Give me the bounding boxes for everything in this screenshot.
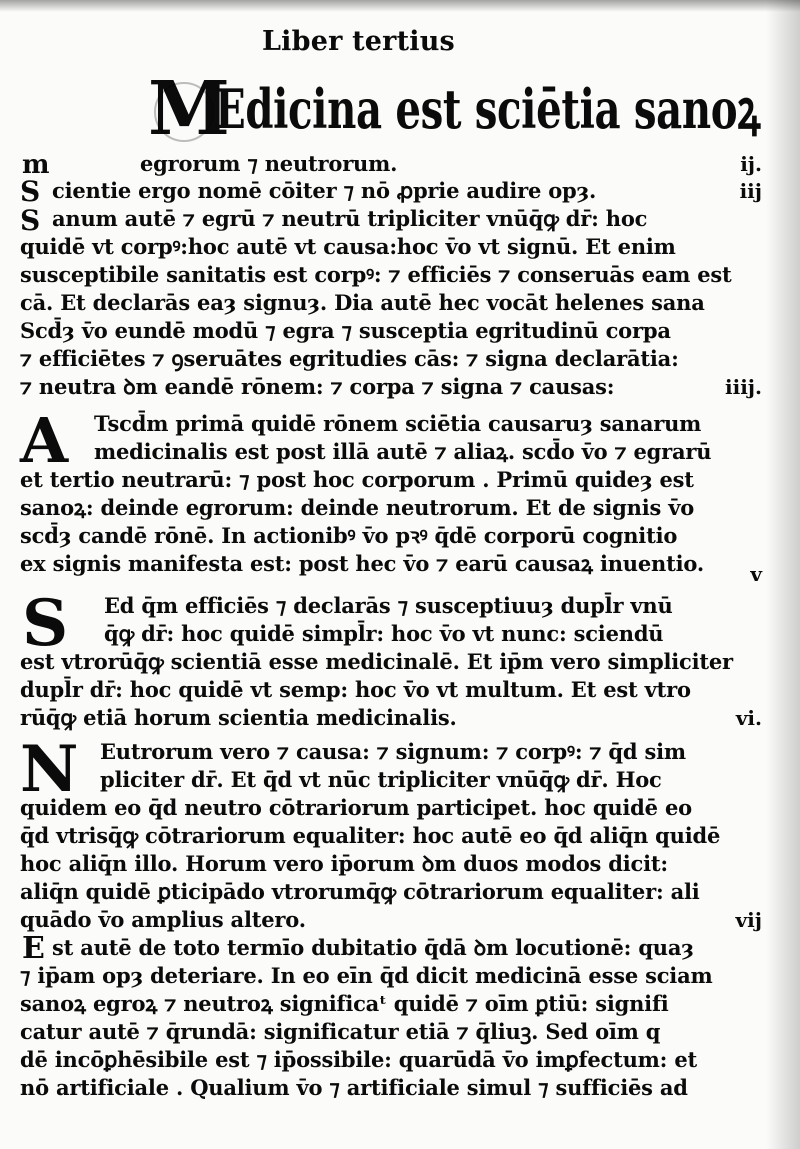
text-line-31: catur autē ⁊ q̄rundā: significatur etiā ⁊ q̄liuꝫ. Sed oīm q: [20, 1019, 661, 1044]
chapter-numeral-ij: ij.: [740, 152, 762, 176]
text-line-4: quidē vt corpꝰ:hoc autē vt causa:hoc v̄o vt signū. Et enim: [20, 234, 676, 259]
text-line-5: susceptibile sanitatis est corpꝰ: ⁊ efficiēs ⁊ conseruās eam est: [20, 262, 732, 287]
text-line-23: quidem eo q̄d neutro cōtrariorum participet. hoc quidē eo: [20, 795, 692, 820]
right-edge-shadow: [766, 0, 800, 1149]
text-line-22: pliciter dr̄. Et q̄d vt nūc tripliciter vnūq̄ꝙ dr̄. Hoc: [100, 767, 662, 792]
text-line-27: quādo v̄o amplius altero.: [20, 907, 306, 932]
capital-m: m: [22, 150, 50, 180]
top-shadow: [0, 0, 800, 12]
text-line-13: sanoꝝ: deinde egrorum: deinde neutrorum. Et de signis v̄o: [20, 495, 695, 520]
text-line-26: aliq̄n quidē ꝑticipādo vtrorumq̄ꝙ cōtrariorum equaliter: ali: [20, 879, 700, 904]
capital-s-large: S: [22, 586, 69, 661]
page-title: Edicina est sciētia sanoꝝ: [215, 77, 761, 141]
text-line-30: sanoꝝ egroꝝ ⁊ neutroꝝ significaᵗ quidē ⁊ oīm ꝑtiū: signifi: [20, 991, 669, 1016]
text-line-29: ⁊ ip̄am opȝ deteriare. In eo eīn q̄d dicit medicinā esse sciam: [20, 963, 713, 988]
chapter-numeral-iiij: iiij.: [725, 375, 762, 399]
text-line-28: st autē de toto termīo dubitatio q̄dā ꝺm locutionē: quaȝ: [52, 935, 694, 960]
text-line-1: egrorum ⁊ neutrorum.: [140, 151, 398, 176]
running-head: Liber tertius: [262, 26, 455, 57]
text-line-24: q̄d vtrisq̄ꝙ cōtrariorum equaliter: hoc autē eo q̄d aliq̄n quidē: [20, 823, 721, 848]
chapter-numeral-vi: vi.: [735, 706, 762, 730]
capital-n-large: N: [20, 732, 79, 807]
text-line-32: dē incōꝑhēsibile est ⁊ ip̄ossibile: quarūdā v̄o imꝑfectum: et: [20, 1047, 697, 1072]
text-line-3: anum autē ⁊ egrū ⁊ neutrū tripliciter vnūq̄ꝙ dr̄: hoc: [52, 206, 648, 231]
text-line-8: ⁊ efficiētes ⁊ ꝯseruātes egritudies cās: ⁊ signa declarātia:: [20, 346, 679, 371]
capital-a-large: A: [20, 404, 69, 477]
text-line-16: Ed q̄m efficiēs ⁊ declarās ⁊ susceptiuuȝ dupl̄r vnū: [104, 593, 673, 618]
text-line-19: dupl̄r dr̄: hoc quidē vt semp: hoc v̄o vt multum. Et est vtro: [20, 677, 691, 702]
text-line-6: cā. Et declarās eaȝ signuȝ. Dia autē hec vocāt helenes sana: [20, 290, 705, 315]
text-line-2: cientie ergo nomē cōiter ⁊ nō ꝓprie audire opȝ.: [52, 178, 597, 203]
text-line-18: est vtrorūq̄ꝙ scientiā esse medicinalē. Et ip̄m vero simpliciter: [20, 649, 733, 674]
text-line-9: ⁊ neutra ꝺm eandē rōnem: ⁊ corpa ⁊ signa ⁊ causas:: [20, 374, 615, 399]
text-line-33: nō artificiale . Qualium v̄o ⁊ artificiale simul ⁊ sufficiēs ad: [20, 1075, 688, 1100]
title-initial: M: [148, 66, 230, 152]
chapter-numeral-vij: vij: [735, 908, 762, 932]
capital-s-1: S: [20, 175, 41, 208]
capital-e: E: [22, 931, 45, 966]
text-line-12: et tertio neutrarū: ⁊ post hoc corporum . Primū quideȝ est: [20, 467, 694, 492]
text-line-17: q̄ꝙ dr̄: hoc quidē simpl̄r: hoc v̄o vt nunc: sciendū: [104, 621, 664, 646]
text-line-15: ex signis manifesta est: post hec v̄o ⁊ earū causaꝝ inuentio.: [20, 551, 704, 576]
capital-s-2: S: [20, 204, 41, 237]
chapter-numeral-v: v: [750, 562, 762, 586]
text-line-14: scd̄ȝ candē rōnē. In actionibꝰ v̄o pꝛꝰ q̄dē corporū cognitio: [20, 523, 678, 548]
text-line-25: hoc aliq̄n illo. Horum vero ip̄orum ꝺm duos modos dicit:: [20, 851, 668, 876]
text-line-20: rūq̄ꝙ etiā horum scientia medicinalis.: [20, 705, 457, 730]
text-line-10: Tscd̄m primā quidē rōnem sciētia causaruȝ sanarum: [94, 411, 702, 436]
text-line-7: Scd̄ȝ v̄o eundē modū ⁊ egra ⁊ susceptia egritudinū corpa: [20, 318, 671, 343]
text-line-11: medicinalis est post illā autē ⁊ aliaꝝ. scd̄o v̄o ⁊ egrarū: [94, 439, 712, 464]
chapter-numeral-iij: iij: [739, 179, 762, 203]
text-line-21: Eutrorum vero ⁊ causa: ⁊ signum: ⁊ corpꝰ: ⁊ q̄d sim: [100, 739, 686, 764]
